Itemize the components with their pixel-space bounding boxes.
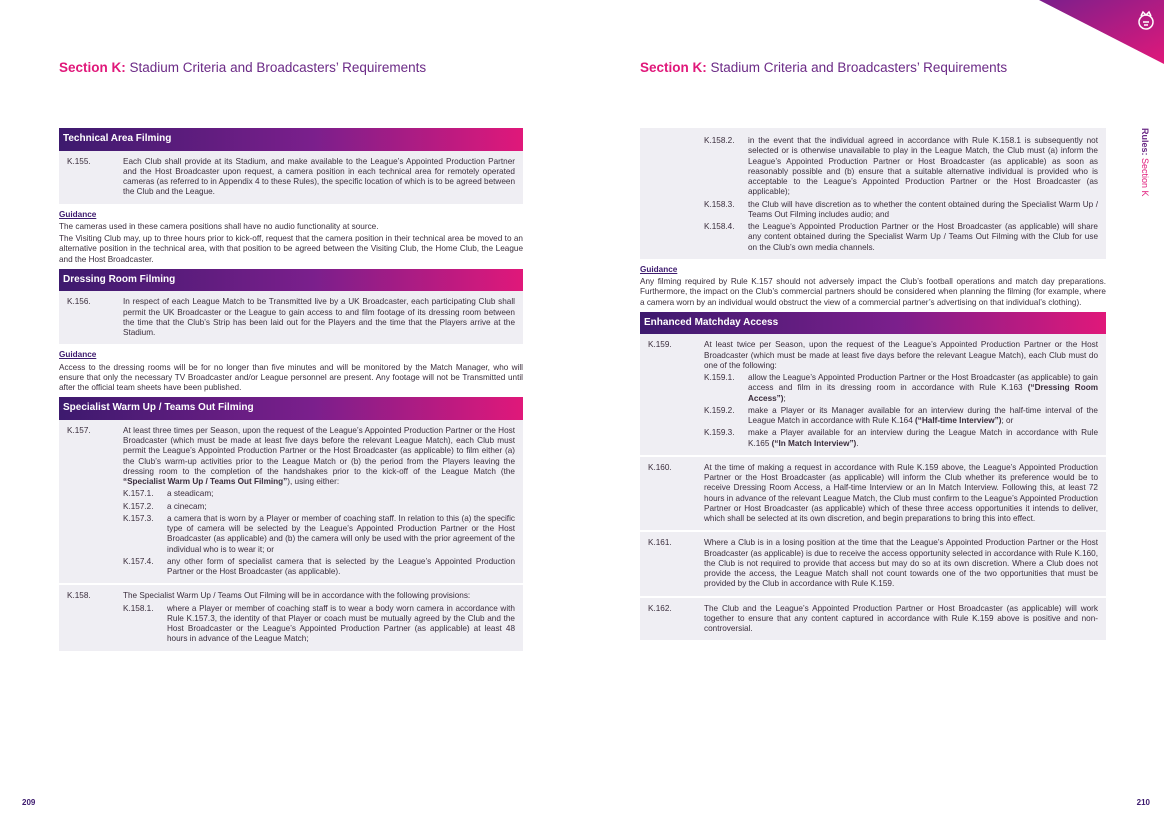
rule-k157-2: K.157.2. a cinecam; bbox=[123, 501, 207, 511]
guidance-paragraph: Any filming required by Rule K.157 should not adversely impact the Club’s football operations and match day preparations. Furthermore, the impact on the Club’s commercial partners should be considered when planning the filming (for example, where a camera worn by an individual would obstruct the view of a commercial partner’s advertising on that individual’s clothing). bbox=[640, 277, 1106, 307]
sub-rules bbox=[123, 489, 515, 577]
rule-k157 bbox=[67, 426, 515, 488]
right-content bbox=[640, 128, 1106, 640]
rule-number: K.160. bbox=[648, 462, 672, 472]
rule-number: K.159. bbox=[648, 340, 672, 350]
rule-text: At least three times per Season, upon the request of the League’s Appointed Production Partner or the Host Broadcaster (which must be made at least five days before the relevant League Match), each Club must permit the League’s Appointed Production Partner or the Host Broadcaster (as applicable) to film either (a) the Club’s warm-up activities prior to the League Match or (b) the period from the Players leaving the dressing room to the completion of the handshakes prior to the kick-off of the League Match (the “Specialist Warm Up / Teams Out Filming”), using either: bbox=[123, 425, 515, 486]
section-prefix: Section K: bbox=[59, 60, 126, 75]
guidance-text bbox=[640, 277, 1106, 308]
rule-number: K.156. bbox=[67, 297, 91, 307]
guidance-heading: Guidance bbox=[59, 209, 97, 219]
heading-specialist-warm-up: Specialist Warm Up / Teams Out Filming bbox=[59, 397, 523, 420]
page-number-left: 209 bbox=[22, 798, 36, 807]
rule-k156 bbox=[67, 297, 515, 338]
rule-k155 bbox=[67, 157, 515, 198]
rule-k157-4: K.157.4. any other form of specialist camera that is selected by the League’s Appointed Production Partner or the Host Broadcaster (as applicable). bbox=[123, 556, 515, 576]
rule-k157-3: K.157.3. a camera that is worn by a Player or member of coaching staff. In relation to this (a) the specific type of camera will be selected by the League’s Appointed Production Partner or the Host Broadcaster (as applicable) and (b) the camera will only be used with the prior agreement of the individual who is to wear it; or bbox=[123, 513, 515, 554]
sub-rules bbox=[123, 604, 515, 645]
guidance-paragraph: Access to the dressing rooms will be for no longer than five minutes and will be monitored by the Match Manager, who will ensure that only the necessary TV Broadcaster and/or League personnel are present. Any footage will not be Transmitted until after the official team sheets have been published. bbox=[59, 362, 523, 392]
rule-k162 bbox=[648, 604, 1098, 635]
sub-rules bbox=[704, 136, 1098, 253]
guidance-heading: Guidance bbox=[640, 264, 678, 274]
section-title-text: Stadium Criteria and Broadcasters’ Requirements bbox=[129, 60, 427, 75]
rule-k158 bbox=[67, 591, 515, 601]
rule-k159 bbox=[648, 340, 1098, 371]
heading-enhanced-matchday: Enhanced Matchday Access bbox=[640, 312, 1106, 335]
rule-k159-1: K.159.1. allow the League’s Appointed Production Partner or the Host Broadcaster (as applicable) to gain access and film in its dressing room in accordance with Rule K.163 (“Dressing Room Access”); bbox=[704, 373, 1098, 403]
rule-k157-1: K.157.1. a steadicam; bbox=[123, 489, 214, 499]
side-label: Rules: Section K bbox=[1140, 128, 1150, 197]
rule-box bbox=[59, 585, 523, 650]
rule-number: K.161. bbox=[648, 538, 672, 548]
guidance-paragraph: The cameras used in these camera positions shall have no audio functionality at source. bbox=[59, 221, 379, 231]
rule-box bbox=[59, 420, 523, 584]
section-title-right bbox=[640, 60, 1007, 75]
rule-box bbox=[640, 334, 1106, 455]
sub-rules bbox=[704, 373, 1098, 449]
rule-text: Where a Club is in a losing position at the time that the League’s Appointed Production Partner or the Host Broadcaster (as applicable) is due to receive the access opportunity selected in accordance with Rule K.160, the Club is not required to provide that access but may do so at its own discretion. Where a Club does not provide the access, the League Match shall not count towards one of the two opportunities that must be provided by the Club in accordance with Rule K.159. bbox=[704, 538, 1098, 589]
rule-k158-1: K.158.1. where a Player or member of coaching staff is to wear a body worn camera in accordance with Rule K.157.3, the identity of that Player or coach must be mutually agreed by the Club and the Host Broadcaster or the League’s Appointed Production Partner (as applicable) at least 48 hours in advance of the League Match; bbox=[123, 603, 515, 644]
rule-number: K.158. bbox=[67, 591, 91, 601]
rule-box bbox=[59, 151, 523, 204]
left-content bbox=[59, 128, 523, 651]
rule-k161 bbox=[648, 538, 1098, 589]
rule-text: The Specialist Warm Up / Teams Out Filming will be in accordance with the following provisions: bbox=[123, 591, 471, 601]
rule-box bbox=[640, 598, 1106, 641]
rule-text: The Club and the League’s Appointed Production Partner or Host Broadcaster (as applicable) will work together to ensure that any content captured in accordance with Rule K.159 above is positive and non-controversial. bbox=[704, 603, 1098, 633]
rule-text: At the time of making a request in accordance with Rule K.159 above, the League’s Appointed Production Partner or the Host Broadcaster (as applicable) will inform the Club whether its preference would be to receive Dressing Room Access, a Half-time Interview or an In Match Interview. Following this, at least 72 hours in advance of the relevant League Match, the Club must confirm to the League’s Appointed Production Partner or Host Broadcaster (as applicable) which of these three access opportunities it intends to deliver, which shall be selected at its own discretion, and begin preparations to bring this into effect. bbox=[704, 462, 1098, 523]
section-prefix: Section K: bbox=[640, 60, 707, 75]
guidance-heading: Guidance bbox=[59, 350, 97, 360]
section-title-text: Stadium Criteria and Broadcasters’ Requirements bbox=[710, 60, 1008, 75]
guidance-text bbox=[59, 222, 523, 265]
corner-decoration bbox=[1014, 0, 1164, 70]
guidance-text bbox=[59, 363, 523, 394]
rule-box bbox=[59, 291, 523, 344]
rule-k158-3: K.158.3. the Club will have discretion as to whether the content obtained during the Specialist Warm Up / Teams Out Filming includes audio; and bbox=[704, 199, 1098, 219]
rule-number: K.157. bbox=[67, 425, 91, 435]
heading-technical-area: Technical Area Filming bbox=[59, 128, 523, 151]
rule-number: K.155. bbox=[67, 156, 91, 166]
rule-k159-3: K.159.3. make a Player available for an interview during the League Match in accordance with Rule K.165 (“In Match Interview”). bbox=[704, 428, 1098, 448]
rule-k160 bbox=[648, 463, 1098, 525]
rule-k159-2: K.159.2. make a Player or its Manager available for an interview during the half-time interval of the League Match in accordance with Rule K.164 (“Half-time Interview”); or bbox=[704, 405, 1098, 425]
rule-box bbox=[640, 532, 1106, 595]
rule-k158-4: K.158.4. the League’s Appointed Production Partner or the Host Broadcaster (as applicable) will share any content obtained during the Specialist Warm Up / Teams Out Filming with the Club for use on the Club’s own media channels. bbox=[704, 222, 1098, 252]
rule-text: At least twice per Season, upon the request of the League’s Appointed Production Partner or the Host Broadcaster (which must be made at least five days before the relevant League Match), each Club must do one of the following: bbox=[704, 340, 1098, 370]
right-page bbox=[582, 0, 1164, 825]
rule-box bbox=[640, 457, 1106, 531]
rule-number: K.162. bbox=[648, 603, 672, 613]
page-number-right: 210 bbox=[1136, 798, 1150, 807]
rule-box bbox=[640, 128, 1106, 259]
section-title-left bbox=[59, 60, 426, 75]
rule-text: In respect of each League Match to be Transmitted live by a UK Broadcaster, each participating Club shall permit the UK Broadcaster or the League to gain access to and film footage of its dressing room between the time that the Club’s Strip has been laid out for the Players and the time that the Players arrive at the Stadium. bbox=[123, 297, 515, 337]
rule-text: Each Club shall provide at its Stadium, and make available to the League’s Appointed Production Partner and the Host Broadcaster upon request, a camera position in each technical area for remotely operated cameras (as referred to in Appendix 4 to these Rules), the specific location of which is to be agreed between the Club and the League. bbox=[123, 156, 515, 197]
rule-k158-2: K.158.2. in the event that the individual agreed in accordance with Rule K.158.1 is subsequently not selected or is otherwise unavailable to play in the League Match, the Club must (a) inform the League’s Appointed Production Partner or Host Broadcaster (as applicable) as soon as reasonably possible and (b) ensure that a suitable alternative individual is provided who is acceptable to the League’s Appointed Production Partner or the Host Broadcaster (as applicable); bbox=[704, 136, 1098, 197]
heading-dressing-room: Dressing Room Filming bbox=[59, 269, 523, 292]
guidance-paragraph: The Visiting Club may, up to three hours prior to kick-off, request that the camera position in their technical area be moved to an alternative position in the technical area, with that position to be agreed between the Visiting Club, the Home Club, the League and the Host Broadcaster. bbox=[59, 234, 523, 264]
